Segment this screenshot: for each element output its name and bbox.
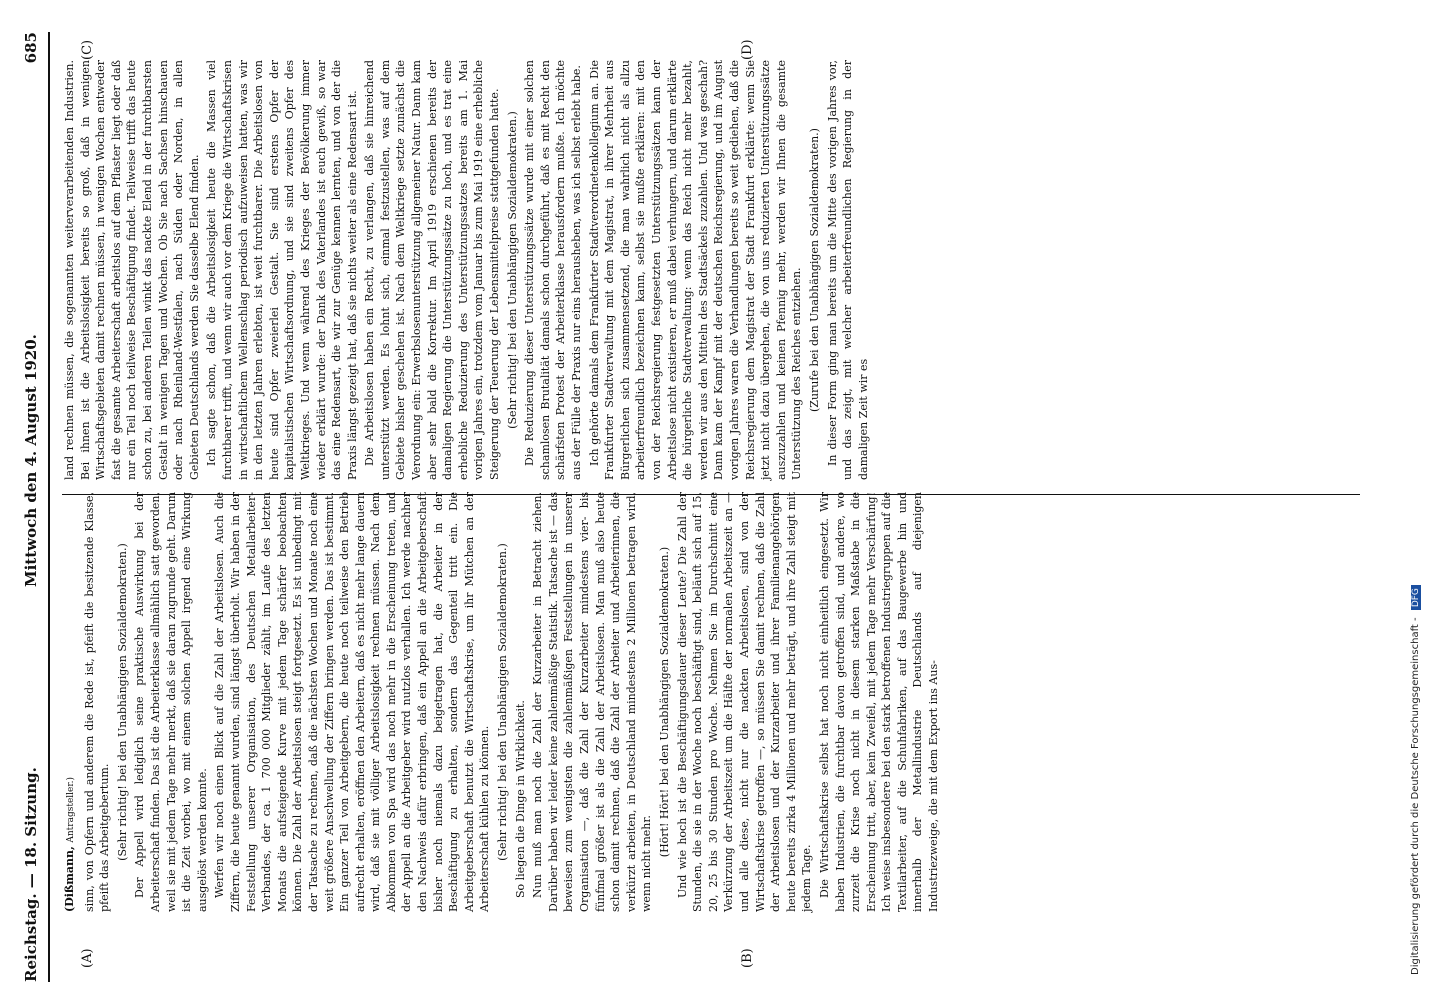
margin-marker-d: (D) (740, 39, 755, 60)
margin-marker-a: (A) (80, 948, 95, 968)
paragraph: Die Wirtschaftskrise selbst hat noch nicht einheitlich eingesetzt. Wir haben Industrien, die furchtbar davon getroffen sind, und andere, wo zurzeit die Krise noch nicht in diesem starken Maßstabe in die Erscheinung tritt, aber, kein Zweifel, mit jedem Tage mehr Verschärfung! Ich weise insbesondere bei den stark betroffenen Industriegruppen auf die Textilarbeiter, auf die Schuhfabriken, auf das Baugewerbe hin und innerhalb der Metallindustrie Deutschlands auf diejenigen Industriezweige, die mit dem Export ins Aus- (817, 492, 941, 912)
margin-marker-b: (B) (740, 948, 755, 968)
margin-marker-c: (C) (80, 39, 95, 60)
paragraph: Der Appell wird lediglich seine praktische Auswirkung bei der Arbeiterschaft finden. Das ist die Arbeiterklasse allmählich satt geworden, weil sie mit jedem Tage mehr merkt, daß sie daran zugrunde geht. Darum ist die Zeit vorbei, wo mit einem solchen Appell irgend eine Wirkung ausgelöst werden konnte. (133, 492, 209, 912)
paragraph: Die Reduzierung dieser Unterstützungssätze wurde mit einer solchen schamlosen Brutalität damals schon durchgeführt, daß es mit Recht den schärfsten Protest der Arbeiterklasse herausfordern mußte. Ich möchte aus der Fülle der Praxis nur eins herausheben, was ich selbst erlebt habe. (523, 60, 583, 480)
speaker-line (62, 492, 80, 912)
paragraph: Die Arbeitslosen haben ein Recht, zu verlangen, daß sie hinreichend unterstützt werden. Es lohnt sich, einmal festzustellen, was auf dem Gebiete bisher geschehen ist. Nach dem Weltkriege setzte zunächst die Verordnung ein: Erwerbslosenunterstützung allgemeiner Natur. Dann kam aber sehr bald die Korrektur. Im April 1919 erschienen bereits der damaligen Regierung die Unterstützungssätze zu hoch, und es trat eine erhebliche Reduzierung des Unterstützungssatzes bereits am 1. Mai vorigen Jahres ein, trotzdem vom Januar bis zum Mai 1919 eine erhebliche Steigerung der Teuerung der Lebensmittelpreise stattgefunden hatte. (363, 60, 502, 480)
header-date: Mittwoch den 4. August 1920. (22, 334, 40, 587)
header-rule (48, 32, 50, 982)
right-column (62, 60, 873, 480)
paragraph: Werfen wir noch einen Blick auf die Zahl der Arbeitslosen. Auch die Ziffern, die heute genannt wurden, sind längst überholt. Wir haben in der Feststellung unserer Organisation, des Deutschen Metallarbeiter-Verbandes, der ca. 1 700 000 Mitglieder zählt, im Laufe des letzten Monats die aufsteigende Kurve mit jedem Tage schärfer beobachten können. Die Zahl der Arbeitslosen steigt fortgesetzt. Es ist unbedingt mit der Tatsache zu rechnen, daß die nächsten Wochen und Monate noch eine weit größere Anschwellung der Ziffern bringen werden. Das ist bestimmt. Ein ganzer Teil von Arbeitgebern, die heute noch teilweise den Betrieb aufrecht erhalten, eröffnen den Arbeitern, daß es nicht mehr lange dauern wird, daß sie mit völliger Arbeitslosigkeit rechnen müssen. Nach dem Abkommen von Spa wird das noch mehr in die Erscheinung treten, und der Appell an die Arbeitgeber wird nutzlos verhallen. Ich werde nachher den Nachweis dafür erbringen, daß ein Appell an die Arbeitgeberschaft bisher noch niemals dazu beigetragen hat, die Arbeiter in der Beschäftigung zu erhalten, sondern das Gegenteil tritt ein. Die Arbeitgeberschaft benutzt die Wirtschaftskrise, um ihr Mütchen an der Arbeiterschaft kühlen zu können. (213, 492, 492, 912)
interjection: (Sehr richtig! bei den Unabhängigen Sozialdemokraten.) (115, 543, 129, 861)
paragraph: So liegen die Dinge in Wirklichkeit. (513, 700, 527, 898)
interjection: (Zurufe bei den Unabhängigen Sozialdemokraten.) (807, 128, 821, 412)
paragraph: Nun muß man noch die Zahl der Kurzarbeiter in Betracht ziehen. Darüber haben wir leider keine zahlenmäßige Statistik. Tatsache ist — das beweisen zum wenigsten die zahlenmäßigen Feststellungen in unserer Organisation —, daß die Zahl der Kurzarbeiter mindestens vier- bis fünfmal größer ist als die Zahl der Arbeitslosen. Man muß also heute schon damit rechnen, daß die Zahl der Arbeiter und Arbeiterinnen, die verkürzt arbeiten, in Deutschland mindestens 2 Millionen betragen wird, wenn nicht mehr. (531, 492, 654, 912)
speaker-role: Antragsteller.) (66, 776, 76, 843)
watermark-text: Digitalisierung gefördert durch die Deutsche Forschungsgemeinschaft - (1410, 617, 1421, 975)
digitization-watermark (1410, 15, 1434, 985)
dfg-logo: DFG (1411, 585, 1421, 610)
left-column (62, 492, 944, 912)
interjection: (Sehr richtig! bei den Unabhängigen Sozialdemokraten.) (505, 111, 519, 429)
paragraph: sinn, von Opfern und anderem die Rede ist, pfeift die besitzende Klasse, pfeift das Arbeitgebertum. (82, 492, 112, 912)
page-header (22, 32, 48, 982)
paragraph: Ich gehörte damals dem Frankfurter Stadtverordnetenkollegium an. Die Frankfurter Stadtverwaltung mit dem Magistrat, in ihrer Mehrheit aus Bürgerlichen sich zusammensetzend, die man wahrlich nicht als allzu arbeiterfreundlich bezeichnen kann, selbst sie mußte erklären: mit den von der Reichsregierung festgesetzten Unterstützungssätzen kann der Arbeitslose nicht existieren, er muß dabei verhungern, und darum erklärte die bürgerliche Stadtverwaltung: wenn das Reich nicht mehr bezahlt, werden wir aus den Mitteln des Stadtsäckels zuzahlen. Und was geschah? Dann kam der Kampf mit der deutschen Reichsregierung, und im August vorigen Jahres waren die Verhandlungen bereits so weit gediehen, daß die Reichsregierung dem Magistrat der Stadt Frankfurt erklärte: wenn Sie jetzt nicht dazu übergehen, die von uns reduzierten Unterstützungssätze auszuzahlen und keinen Pfennig mehr, werden wir Ihnen die gesamte Unterstützung des Reiches entziehen. (587, 60, 804, 480)
page-number: 685 (22, 32, 40, 64)
interjection: (Hört! Hört! bei den Unabhängigen Sozialdemokraten.) (657, 546, 671, 858)
paragraph: land rechnen müssen, die sogenannten weiterverarbeitenden Industrien. Bei ihnen ist die Arbeitslosigkeit bereits so groß, daß in wenigen Wirtschaftsgebieten damit rechnen müssen, in wenigen Wochen entweder fast die gesamte Arbeiterschaft arbeitslos auf dem Pflaster liegt oder daß nur ein Teil noch teilweise Beschäftigung findet. Teilweise trifft das heute schon zu, bei anderen Teilen winkt das nackte Elend in der furchtbarsten Gestalt in wenigen Tagen und Wochen. Ob Sie nach Sachsen hinschauen oder nach Rheinland-Westfalen, nach Süden oder Norden, in allen Gebieten Deutschlands werden Sie dasselbe Elend finden. (63, 60, 201, 480)
paragraph: Und wie hoch ist die Beschäftigungsdauer dieser Leute? Die Zahl der Stunden, die sie in der Woche noch beschäftigt sind, beläuft sich auf 15, 20, 25 bis 30 Stunden pro Woche. Nehmen Sie im Durchschnitt eine Verkürzung der Arbeitszeit um die Hälfte der normalen Arbeitszeit an — und alle diese, nicht nur die nackten Arbeitslosen, sind von der Wirtschaftskrise getroffen —, so müssen Sie damit rechnen, daß die Zahl der Arbeitslosen und der Kurzarbeiter und ihrer Familienangehörigen heute bereits zirka 4 Millionen und mehr beträgt, und ihre Zahl steigt mit jedem Tage. (675, 492, 814, 912)
interjection: (Sehr richtig! bei den Unabhängigen Sozialdemokraten.) (496, 543, 510, 861)
column-divider (62, 494, 1360, 495)
paragraph: Ich sagte schon, daß die Arbeitslosigkeit heute die Massen viel furchtbarer trifft, und wenn wir auch vor dem Kriege die Wirtschaftskrisen in wirtschaftlichem Wellenschlag periodisch aufzuweisen hatten, was wir in den letzten Jahren erlebten, ist weit furchtbarer. Die Arbeitslosen von heute sind Opfer zweierlei Gestalt. Sie sind erstens Opfer der kapitalistischen Wirtschaftsordnung, und sie sind zweitens Opfer des Weltkrieges. Und wenn während des Krieges der Bevölkerung immer wieder erklärt wurde: der Dank des Vaterlandes ist euch gewiß, so war das eine Redensart, die wir zur Genüge kennen lernten, und von der die Praxis längst gezeigt hat, daß sie nichts weiter als eine Redensart ist. (205, 60, 359, 480)
paragraph: In dieser Form ging man bereits um die Mitte des vorigen Jahres vor, und das zeigt, mit welcher arbeiterfreundlichen Regierung in der damaligen Zeit wir es (825, 60, 870, 480)
speaker-name: (Dißmann, (63, 846, 76, 912)
header-session: Reichstag. — 18. Sitzung. (22, 767, 40, 982)
